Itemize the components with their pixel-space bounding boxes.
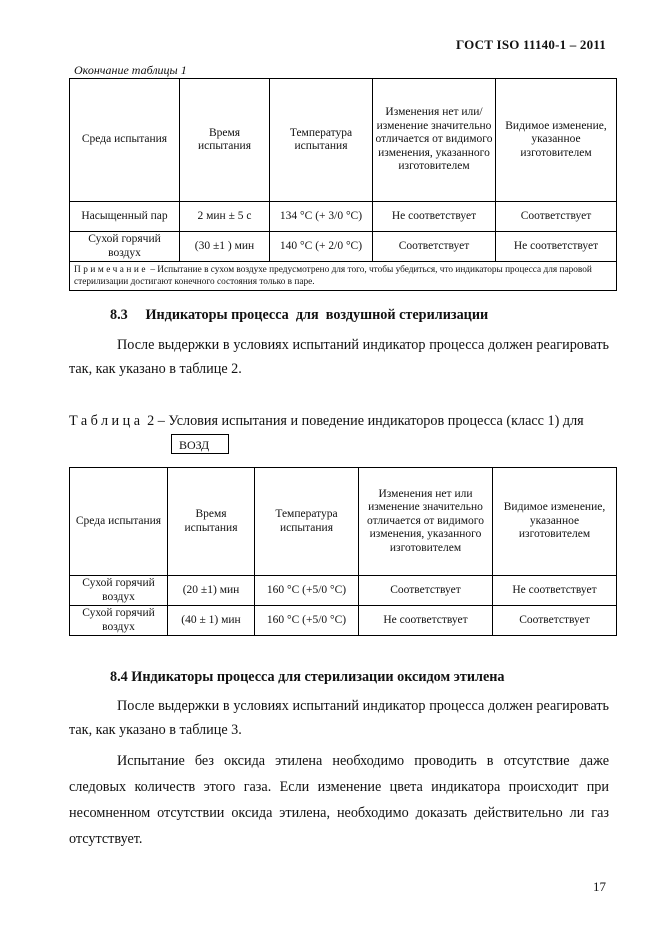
table-cell: (30 ±1 ) мин <box>180 232 270 262</box>
table2-caption <box>69 409 609 433</box>
table1-header-cell: Изменения нет или/изменение значительно отличается от видимого изменения, указанного изготовителем <box>373 79 496 202</box>
table1-note-row <box>70 262 617 291</box>
table-cell: Не соответствует <box>496 232 617 262</box>
section-8-4-paragraph-2: Испытание без оксида этилена необходимо проводить в отсутствие даже следовых количеств этого газа. Если изменение цвета индикатора происходит при несомненном отсутствии оксида этилена, необходимо доказать действительно ли газ отсутствует. <box>69 753 609 847</box>
section-8-3-paragraph: После выдержки в условиях испытаний индикатор процесса должен реагировать так, как указано в таблице 2. <box>69 337 609 377</box>
table2-caption-text: 2 – Условия испытания и поведение индикаторов процесса (класс 1) для <box>143 413 584 429</box>
table-row <box>70 606 617 636</box>
table-cell: Не соответствует <box>493 576 617 606</box>
section-8-3-heading: 8.3 Индикаторы процесса для воздушной стерилизации <box>110 307 489 323</box>
table2-header-cell: Видимое изменение, указанное изготовителем <box>493 468 617 576</box>
table2-header-cell: Время испытания <box>168 468 255 576</box>
section-8-4-heading: 8.4 Индикаторы процесса для стерилизации оксидом этилена <box>110 669 505 685</box>
table2-header-row <box>70 468 617 576</box>
table-cell: 134 °С (+ 3/0 °С) <box>270 202 373 232</box>
table1 <box>69 78 617 291</box>
table-cell: Соответствует <box>359 576 493 606</box>
note-text: – Испытание в сухом воздухе предусмотрено для того, чтобы убедиться, что индикаторы процесса для паровой стерилизации достигают конечного состояния только в паре. <box>74 265 592 287</box>
document-header: ГОСТ ISO 11140-1 – 2011 <box>456 37 606 52</box>
table1-header-cell: Видимое изменение, указанное изготовителем <box>496 79 617 202</box>
table1-header-cell: Время испытания <box>180 79 270 202</box>
table1-caption: Окончание таблицы 1 <box>74 63 187 77</box>
table1-header-row <box>70 79 617 202</box>
table-cell: Насыщенный пар <box>70 202 180 232</box>
table-cell: Сухой горячий воздух <box>70 232 180 262</box>
table-cell: Сухой горячий воздух <box>70 576 168 606</box>
table2-header-cell: Изменения нет или изменение значительно отличается от видимого изменения, указанного изготовителем <box>359 468 493 576</box>
table2-caption-label: Таблица <box>69 413 144 429</box>
table2 <box>69 467 617 636</box>
table-cell: (40 ± 1) мин <box>168 606 255 636</box>
table-cell: 2 мин ± 5 с <box>180 202 270 232</box>
table-cell: Не соответствует <box>373 202 496 232</box>
table-cell: Соответствует <box>373 232 496 262</box>
table-cell: 160 °С (+5/0 °С) <box>255 576 359 606</box>
table-cell: Соответствует <box>493 606 617 636</box>
table-row <box>70 202 617 232</box>
table-cell: (20 ±1) мин <box>168 576 255 606</box>
table-row <box>70 576 617 606</box>
note-label: Примечание <box>74 265 148 275</box>
table-cell: 160 °С (+5/0 °С) <box>255 606 359 636</box>
table1-header-cell: Температура испытания <box>270 79 373 202</box>
table2-header-cell: Среда испытания <box>70 468 168 576</box>
table1-header-cell: Среда испытания <box>70 79 180 202</box>
table-cell: 140 °С (+ 2/0 °С) <box>270 232 373 262</box>
table1-note <box>70 262 617 291</box>
table2-header-cell: Температура испытания <box>255 468 359 576</box>
table-cell: Не соответствует <box>359 606 493 636</box>
table-cell: Соответствует <box>496 202 617 232</box>
sterilization-type-box: ВОЗД <box>171 434 229 454</box>
section-8-4-paragraph-1: После выдержки в условиях испытаний индикатор процесса должен реагировать так, как указано в таблице 3. <box>69 698 609 738</box>
table-cell: Сухой горячий воздух <box>70 606 168 636</box>
table-row <box>70 232 617 262</box>
page-number: 17 <box>593 879 606 894</box>
